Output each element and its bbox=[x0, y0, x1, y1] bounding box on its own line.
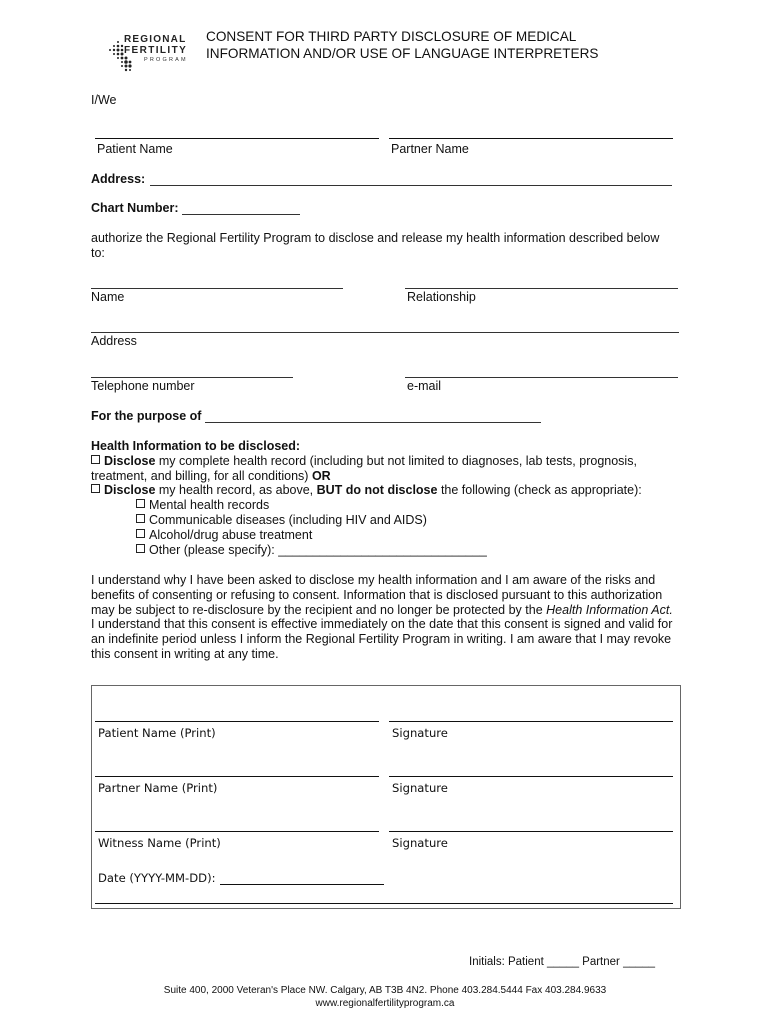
sub-option-label: Mental health records bbox=[149, 498, 270, 513]
logo-line-3: PROGRAM bbox=[144, 57, 188, 63]
sub-option-communicable bbox=[136, 513, 691, 528]
patient-signature-label: Signature bbox=[392, 726, 448, 740]
date-label: Date (YYYY-MM-DD): bbox=[98, 871, 216, 885]
recipient-name-field[interactable] bbox=[91, 288, 343, 289]
logo-line-2: FERTILITY bbox=[124, 45, 188, 56]
authorize-text: authorize the Regional Fertility Program to disclose and release my health information described below to: bbox=[91, 231, 660, 260]
option2-tail: the following (check as appropriate): bbox=[437, 483, 642, 498]
email-field[interactable] bbox=[405, 377, 678, 378]
date-field[interactable] bbox=[220, 884, 384, 885]
partner-print-line[interactable] bbox=[95, 776, 379, 777]
complete-record-checkbox[interactable] bbox=[91, 455, 100, 464]
alcohol-drug-checkbox[interactable] bbox=[136, 529, 145, 538]
option2-bold: Disclose bbox=[104, 483, 156, 498]
witness-signature-line[interactable] bbox=[389, 831, 673, 832]
telephone-label: Telephone number bbox=[91, 379, 195, 393]
chart-number-field[interactable] bbox=[182, 214, 300, 215]
health-information-act: Health Information Act. bbox=[546, 602, 673, 617]
sub-option-mental-health bbox=[136, 498, 691, 513]
partner-name-line[interactable] bbox=[389, 138, 673, 139]
option2-text: my health record, as above, bbox=[155, 483, 317, 498]
sub-option-label: Alcohol/drug abuse treatment bbox=[149, 527, 313, 542]
initials-line: Initials: Patient _____ Partner _____ bbox=[469, 956, 656, 968]
address-label: Address: bbox=[91, 172, 146, 186]
relationship-field[interactable] bbox=[405, 288, 678, 289]
patient-print-line[interactable] bbox=[95, 721, 379, 722]
title-line-2: INFORMATION AND/OR USE OF LANGUAGE INTERPRETERS bbox=[206, 46, 599, 61]
patient-print-label: Patient Name (Print) bbox=[98, 726, 216, 740]
recipient-address-label: Address bbox=[91, 334, 137, 348]
chart-number-label: Chart Number: bbox=[91, 201, 179, 215]
sub-option-label: Other (please specify): ______________________________ bbox=[149, 542, 487, 557]
communicable-checkbox[interactable] bbox=[136, 514, 145, 523]
relationship-label: Relationship bbox=[407, 290, 476, 304]
option1-text: my complete health record (including but not limited to diagnoses, lab tests, prognosis, bbox=[155, 453, 637, 468]
footer-address: Suite 400, 2000 Veteran's Place NW. Calgary, AB T3B 4N2. Phone 403.284.5444 Fax 403.284.9633 bbox=[163, 985, 607, 996]
recipient-address-field[interactable] bbox=[91, 332, 679, 333]
understand-line-3-text: may be subject to re-disclosure by the recipient and no longer be protected by the bbox=[91, 602, 547, 617]
understand-line-5: an indefinite period unless I inform the Regional Fertility Program in writing. I am aware that I may revoke bbox=[91, 632, 672, 647]
option1-continuation bbox=[91, 469, 691, 484]
witness-print-label: Witness Name (Print) bbox=[98, 836, 221, 850]
option-complete-record bbox=[91, 454, 691, 469]
understand-line-6: this consent in writing at any time. bbox=[91, 646, 279, 661]
witness-print-line[interactable] bbox=[95, 831, 379, 832]
health-info-heading: Health Information to be disclosed: bbox=[91, 439, 301, 453]
email-label: e-mail bbox=[407, 379, 442, 393]
logo-line-1: REGIONAL bbox=[124, 34, 187, 45]
understand-line-2: benefits of consenting or refusing to consent. Information that is disclosed pursuant to this authorization bbox=[91, 587, 663, 602]
patient-name-line[interactable] bbox=[95, 138, 379, 139]
understand-line-1: I understand why I have been asked to disclose my health information and I am aware of the risks and bbox=[91, 573, 656, 587]
other-checkbox[interactable] bbox=[136, 544, 145, 553]
patient-name-label: Patient Name bbox=[97, 142, 173, 156]
health-info-section bbox=[91, 439, 691, 557]
option1-or: OR bbox=[311, 468, 331, 483]
purpose-label: For the purpose of bbox=[91, 409, 202, 423]
option1-text2: treatment, and billing, for all conditions) bbox=[91, 468, 312, 483]
box-bottom-line bbox=[95, 903, 673, 904]
understand-line-3 bbox=[91, 603, 691, 618]
document-title bbox=[206, 28, 626, 62]
option1-bold: Disclose bbox=[104, 453, 156, 468]
sub-option-label: Communicable diseases (including HIV and AIDS) bbox=[149, 512, 427, 527]
understand-line-4: I understand that this consent is effective immediately on the date that this consent is signed and valid for bbox=[91, 617, 673, 632]
partner-signature-label: Signature bbox=[392, 781, 448, 795]
partner-print-label: Partner Name (Print) bbox=[98, 781, 218, 795]
sub-option-other bbox=[136, 543, 691, 558]
intro-text: I/We bbox=[91, 93, 117, 107]
regional-fertility-logo bbox=[106, 30, 196, 78]
partial-record-checkbox[interactable] bbox=[91, 484, 100, 493]
witness-signature-label: Signature bbox=[392, 836, 448, 850]
recipient-name-label: Name bbox=[91, 290, 125, 304]
option2-but: BUT do not disclose bbox=[316, 483, 438, 498]
address-field[interactable] bbox=[150, 185, 672, 186]
partner-name-label: Partner Name bbox=[391, 142, 469, 156]
partner-signature-line[interactable] bbox=[389, 776, 673, 777]
sub-options-list bbox=[91, 498, 691, 557]
telephone-field[interactable] bbox=[91, 377, 293, 378]
sub-option-alcohol-drug bbox=[136, 528, 691, 543]
purpose-field[interactable] bbox=[205, 422, 541, 423]
title-line-1: CONSENT FOR THIRD PARTY DISCLOSURE OF MEDICAL bbox=[206, 29, 577, 44]
understand-paragraph bbox=[91, 573, 691, 662]
mental-health-checkbox[interactable] bbox=[136, 499, 145, 508]
footer-website[interactable]: www.regionalfertilityprogram.ca bbox=[315, 998, 455, 1009]
option-partial-record bbox=[91, 483, 691, 498]
patient-signature-line[interactable] bbox=[389, 721, 673, 722]
